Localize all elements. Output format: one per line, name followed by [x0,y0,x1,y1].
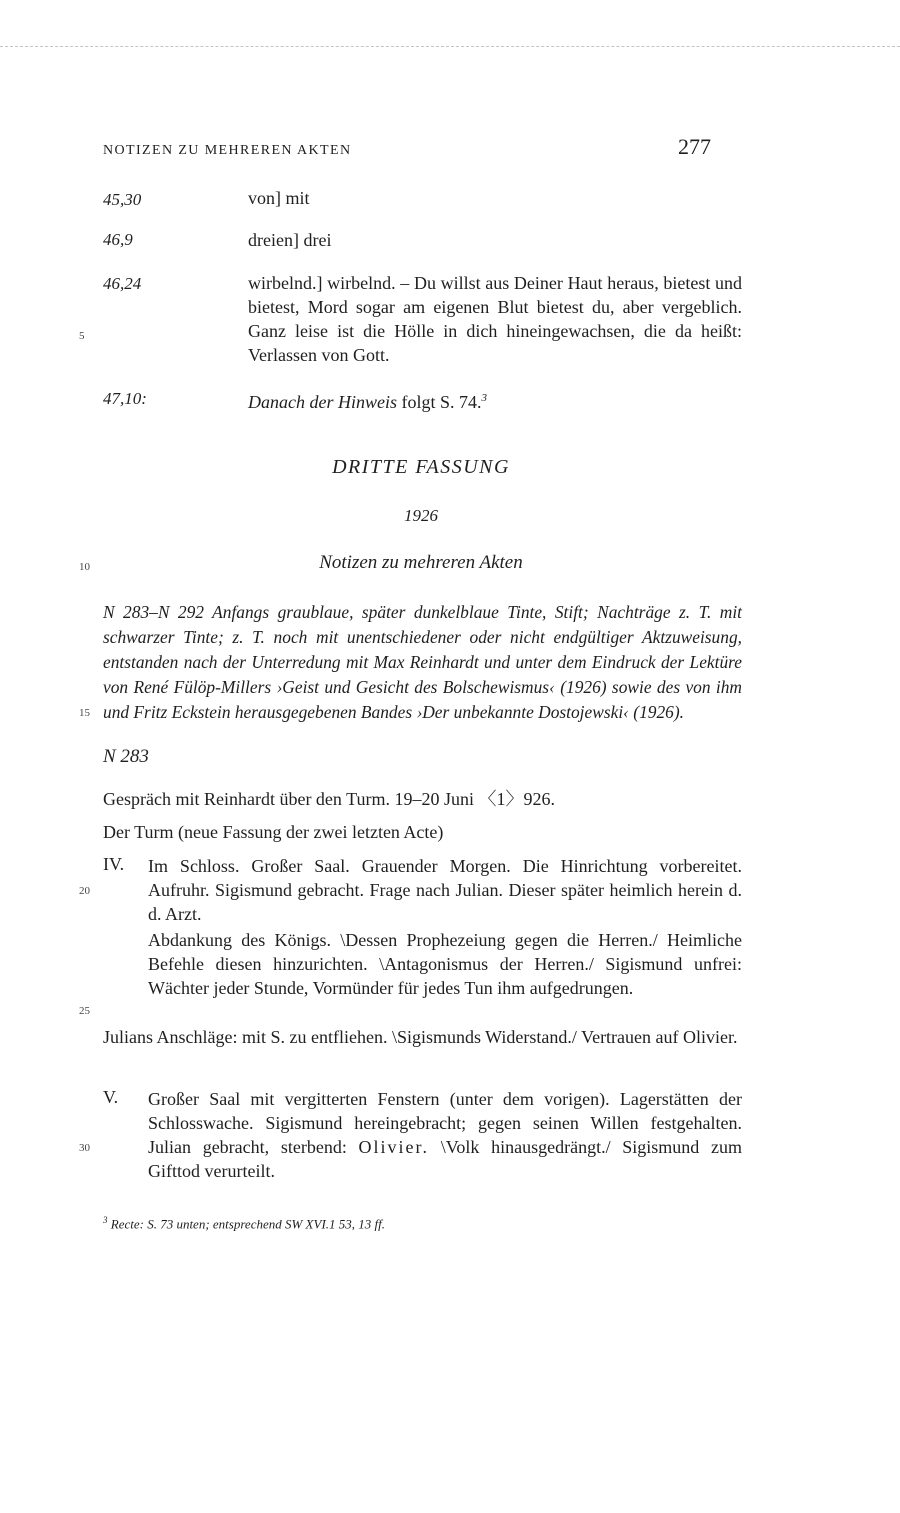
variant-text [248,386,742,414]
act-text [148,1087,742,1183]
line-number: 15 [79,707,90,719]
act-text-part: \Volk hinausgedrängt./ Sigismund zum Gifttod verurteilt. [148,1137,742,1181]
line-number: 25 [79,1005,90,1017]
act-marker: IV. [103,854,125,874]
scan-edge-line [0,46,900,47]
variant-text: wirbelnd.] wirbelnd. – Du willst aus Deiner Haut heraus, bietest und bietest, Mord sogar am eigenen Blut bietest du, aber vergeblich. Ganz leise ist die Hölle in dich hineingewachsen, die da heißt: Verlassen von Gott. [248,273,742,365]
note-line: Gespräch mit Reinhardt über den Turm. 19–20 Juni 〈1〉926. [103,789,555,809]
variant-ref: 47,10: [103,389,147,408]
note-id: N 283 [103,746,149,767]
note-line: Der Turm (neue Fassung der zwei letzten Acte) [103,822,444,842]
variant-italic: Danach der Hinweis [248,392,397,412]
editorial-description: N 283–N 292 Anfangs graublaue, später dunkelblaue Tinte, Stift; Nachträge z. T. mit schwarzer Tinte; z. T. noch mit unentschiedener oder nicht endgültiger Aktzuweisung, entstanden nach der Unterredung mit Max Reinhardt und unter dem Eindruck der Lektüre von René Fülöp-Millers ›Geist und Gesicht des Bolschewismus‹ (1926) sowie des von ihm und Fritz Eckstein herausgegebenen Bandes ›Der unbekannte Dostojewski‹ (1926). [103,602,742,722]
variant-tail: folgt S. 74. [401,392,482,412]
section-title: DRITTE FASSUNG [332,456,510,478]
variant-ref: 45,30 [103,190,142,209]
running-head: NOTIZEN ZU MEHREREN AKTEN [103,143,352,158]
page-number: 277 [678,134,711,159]
line-number: 10 [79,561,90,573]
act-text-part: Großer Saal mit vergitterten Fenstern (unter dem vorigen). Lagerstätten der Schlosswache. Sigismund hereingebracht; gegen seinen Willen festgehalten. Julian gebracht, sterbend: [148,1089,742,1157]
act-text: Abdankung des Königs. \Dessen Prophezeiung gegen die Herren./ Heimliche Befehle diesen hinzurichten. \Antagonismus der Herren./ Sigismund unfrei: Wächter jeder Stunde, Vormünder für jedes Tun ihm aufgedrungen. [148,930,742,998]
section-year: 1926 [404,506,438,525]
footnote-marker: 3 [481,392,487,404]
footnote-text: Recte: S. 73 unten; entsprechend SW XVI.1 53, 13 ff. [110,1216,385,1232]
variant-text: von] mit [248,188,310,208]
section-subtitle: Notizen zu mehreren Akten [319,552,523,573]
line-number: 5 [79,330,85,342]
act-text: Im Schloss. Großer Saal. Grauender Morgen. Die Hinrichtung vorbereitet. Aufruhr. Sigismund gebracht. Frage nach Julian. Dieser später heimlich herein d. d. Arzt. [148,856,742,924]
act-marker: V. [103,1087,119,1107]
line-number: 30 [79,1142,90,1154]
variant-text: dreien] drei [248,230,332,250]
line-number: 20 [79,885,90,897]
note-paragraph: Julians Anschläge: mit S. zu entfliehen. \Sigismunds Widerstand./ Vertrauen auf Olivier. [103,1027,738,1047]
variant-ref: 46,24 [103,274,142,293]
variant-ref: 46,9 [103,230,133,249]
spaced-name: Olivier. [358,1137,430,1157]
footnote [103,1215,385,1232]
footnote-number: 3 [103,1215,108,1225]
